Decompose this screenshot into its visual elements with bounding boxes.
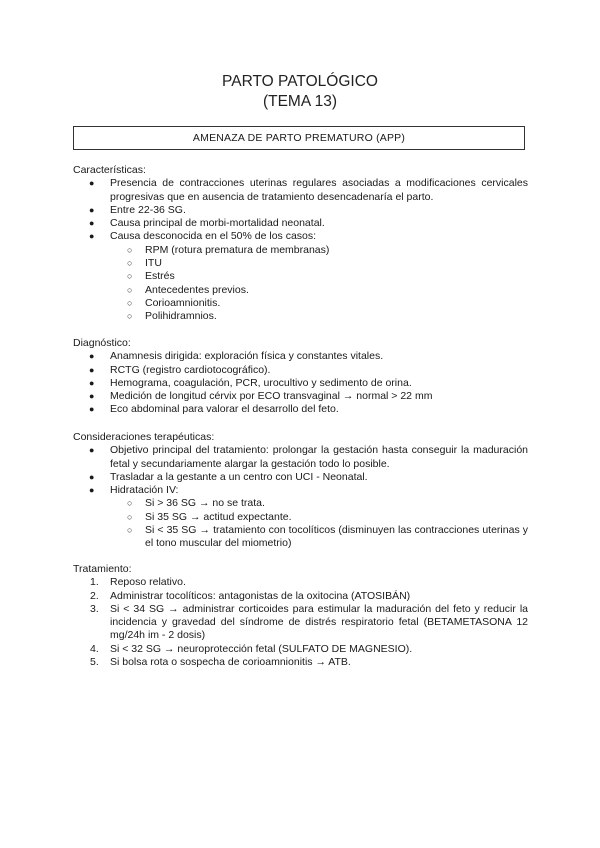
sub-list-item: ○ Si 35 SG → actitud expectante. <box>127 510 292 523</box>
list-item: ● Hemograma, coagulación, PCR, urocultivo y sedimento de orina. <box>89 376 412 389</box>
bullet-icon: ● <box>89 471 95 482</box>
list-item: ● Presencia de contracciones uterinas regulares asociadas a modificaciones cervicales progresivas que en ausencia de tratamiento desencadenaría el parto. <box>89 177 528 203</box>
caracteristicas-section <box>73 164 528 324</box>
sub-list-item: ○ Si < 35 SG → tratamiento con tocolíticos (disminuyen las contracciones uterinas y el tono muscular del miometrio) <box>127 524 528 550</box>
circle-bullet-icon: ○ <box>127 511 133 522</box>
list-item: ● Anamnesis dirigida: exploración física y constantes vitales. <box>89 350 384 363</box>
list-item: ● Medición de longitud cérvix por ECO transvaginal → normal > 22 mm <box>89 390 433 403</box>
sub-list-item: ○ RPM (rotura prematura de membranas) <box>127 243 330 256</box>
list-item: ● Hidratación IV: <box>89 484 179 497</box>
list-item: ● Eco abdominal para valorar el desarrollo del feto. <box>89 403 339 416</box>
section-heading: Consideraciones terapéuticas: <box>73 431 215 443</box>
consideraciones-section <box>73 431 528 551</box>
circle-bullet-icon: ○ <box>127 498 133 509</box>
page-subtitle: (TEMA 13) <box>262 93 338 110</box>
item-number: 3. <box>90 602 99 615</box>
sub-list-item: ○ Si > 36 SG → no se trata. <box>127 497 265 510</box>
bullet-icon: ● <box>89 377 95 388</box>
list-item: ● Causa desconocida en el 50% de los casos: <box>89 230 317 243</box>
circle-bullet-icon: ○ <box>127 297 133 308</box>
circle-bullet-icon: ○ <box>127 525 133 536</box>
item-number: 1. <box>90 576 99 589</box>
item-number: 4. <box>90 642 99 655</box>
list-item: ● Objetivo principal del tratamiento: prolongar la gestación hasta conseguir la maduración fetal y secundariamente alargar la gestación todo lo posible. <box>89 444 528 470</box>
bullet-icon: ● <box>89 351 95 362</box>
section-heading: Tratamiento: <box>73 563 132 575</box>
list-item: ● Trasladar a la gestante a un centro con UCI - Neonatal. <box>89 470 368 483</box>
circle-bullet-icon: ○ <box>127 284 133 295</box>
bullet-icon: ● <box>89 178 95 189</box>
bullet-icon: ● <box>89 485 95 496</box>
circle-bullet-icon: ○ <box>127 244 133 255</box>
bullet-icon: ● <box>89 391 95 402</box>
list-item: ● Entre 22-36 SG. <box>89 203 186 216</box>
sub-list-item: ○ Estrés <box>127 270 175 283</box>
bullet-icon: ● <box>89 404 95 415</box>
numbered-list-item: 2. Administrar tocolíticos: antagonistas de la oxitocina (ATOSIBÁN) <box>90 589 411 602</box>
sub-list-item: ○ Antecedentes previos. <box>127 283 249 296</box>
sub-list-item: ○ Polihidramnios. <box>127 310 217 323</box>
bullet-icon: ● <box>89 231 95 242</box>
numbered-list-item: 4. Si < 32 SG → neuroprotección fetal (SULFATO DE MAGNESIO). <box>90 642 413 655</box>
bullet-icon: ● <box>89 218 95 229</box>
circle-bullet-icon: ○ <box>127 271 133 282</box>
bullet-icon: ● <box>89 364 95 375</box>
circle-bullet-icon: ○ <box>127 311 133 322</box>
section-box-heading: AMENAZA DE PARTO PREMATURO (APP) <box>73 126 525 150</box>
bullet-icon: ● <box>89 445 95 456</box>
item-number: 2. <box>90 589 99 602</box>
sub-list-item: ○ Corioamnionitis. <box>127 296 221 309</box>
page-title: PARTO PATOLÓGICO <box>222 73 378 90</box>
tratamiento-section <box>73 563 528 669</box>
section-heading: Características: <box>73 164 146 176</box>
item-number: 5. <box>90 656 99 669</box>
list-item: ● Causa principal de morbi-mortalidad neonatal. <box>89 217 325 230</box>
list-item: ● RCTG (registro cardiotocográfico). <box>89 363 271 376</box>
numbered-list-item: 1. Reposo relativo. <box>90 576 186 589</box>
numbered-list-item: 5. Si bolsa rota o sospecha de corioamnionitis → ATB. <box>90 656 351 669</box>
bullet-icon: ● <box>89 204 95 215</box>
sub-list-item: ○ ITU <box>127 257 162 270</box>
circle-bullet-icon: ○ <box>127 258 133 269</box>
numbered-list-item: 3. Si < 34 SG → administrar corticoides para estimular la maduración del feto y reducir la incidencia y gravedad del síndrome de distrés respiratorio fetal (BETAMETASONA 12 mg/24h im - 2 dosis) <box>90 602 528 642</box>
section-heading: Diagnóstico: <box>73 337 131 349</box>
diagnostico-section <box>73 337 528 417</box>
